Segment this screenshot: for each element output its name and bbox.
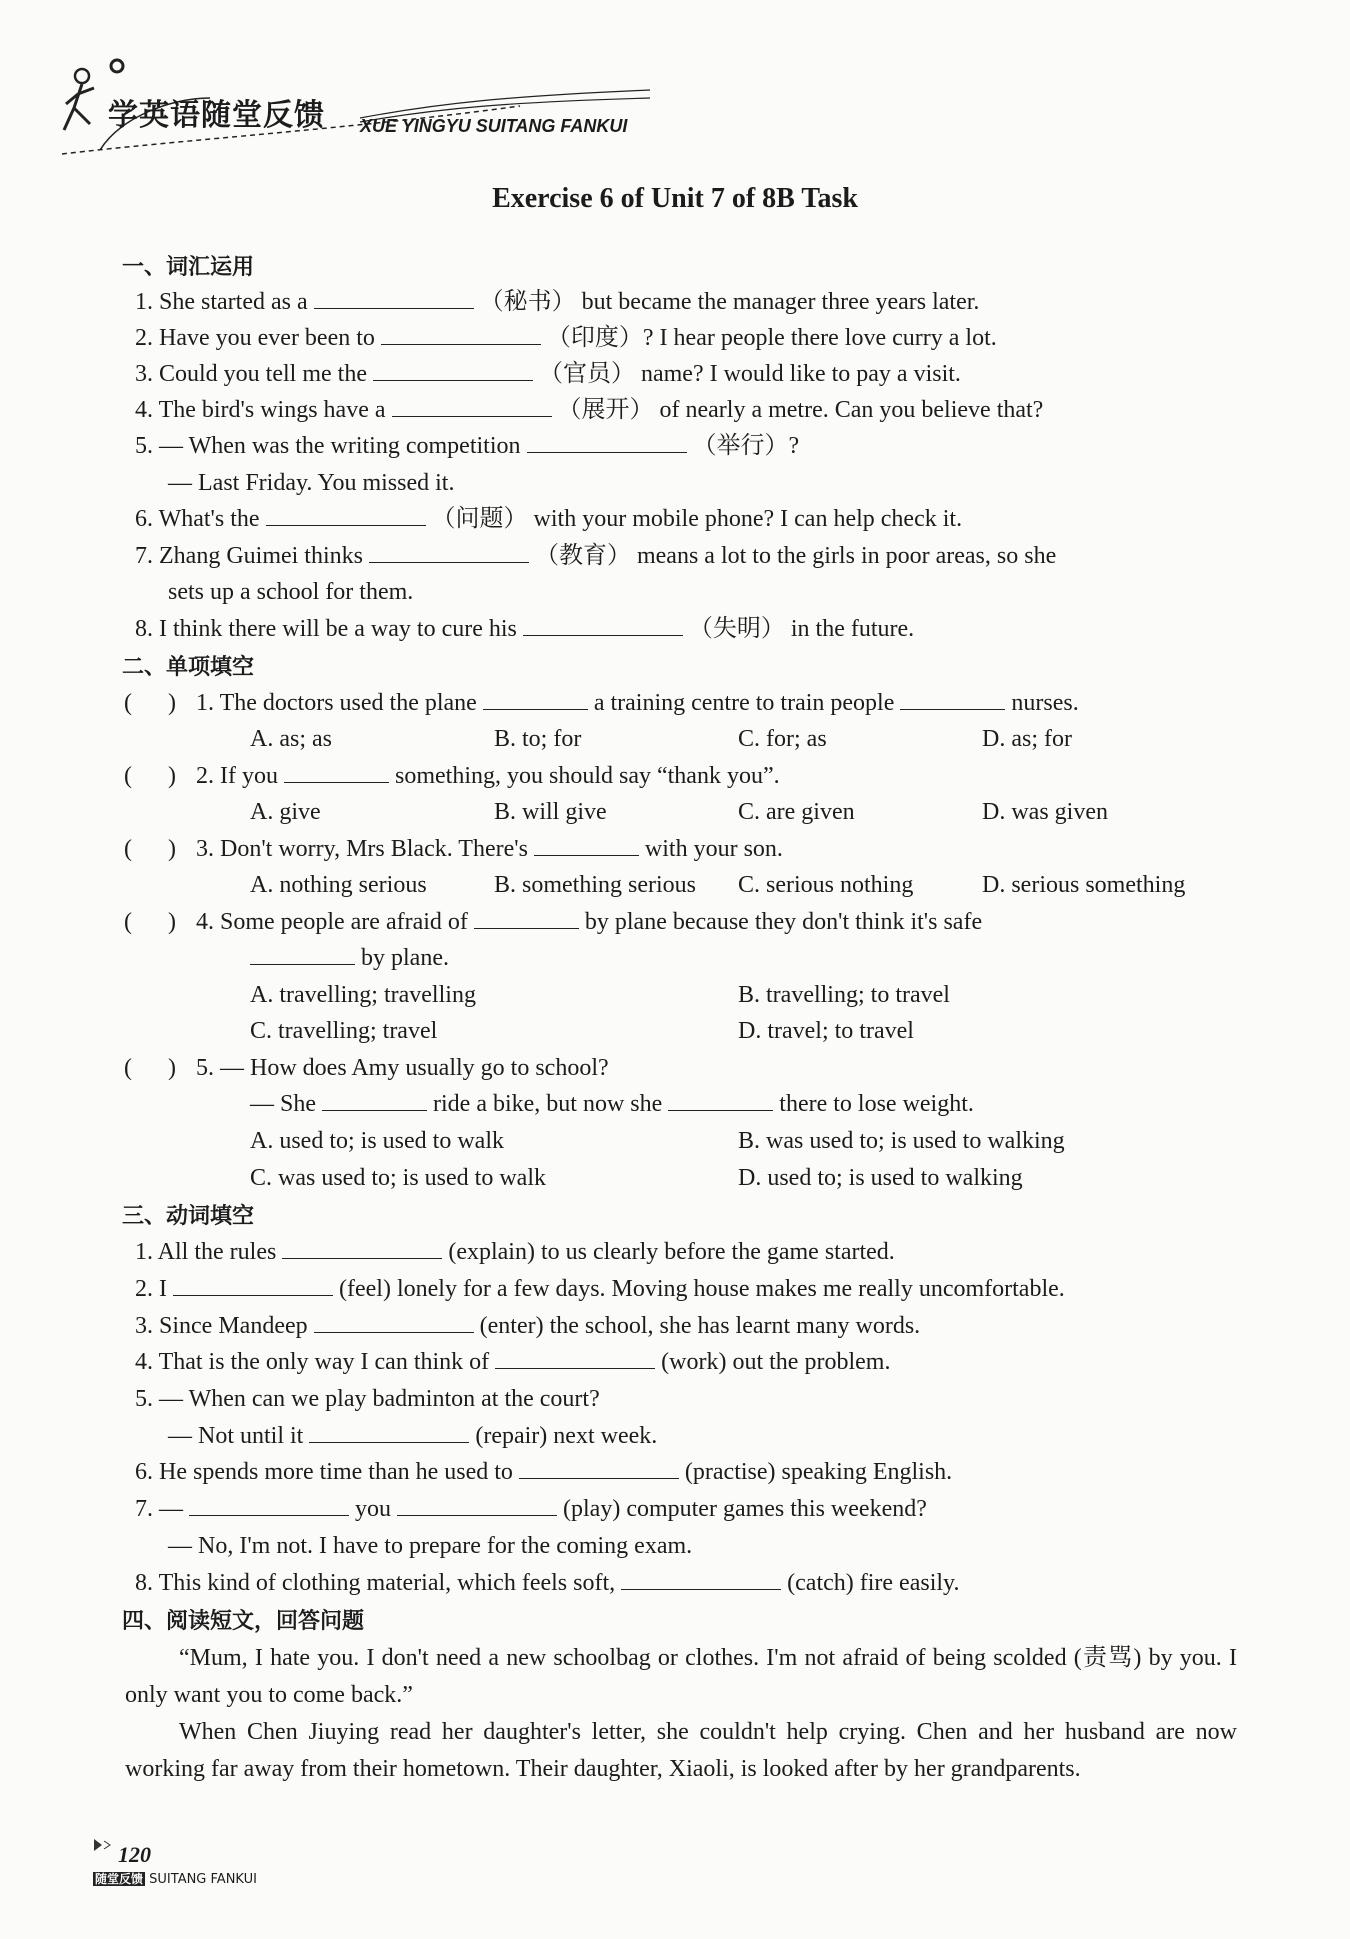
answer-blank[interactable] (284, 760, 389, 783)
answer-bracket[interactable]: ( ) (124, 909, 176, 935)
answer-blank[interactable] (392, 394, 552, 417)
reading-paragraph: “Mum, I hate you. I don't need a new schoolbag or clothes. I'm not afraid of being scolded (责骂) by you. I only want you to come back.” (125, 1645, 1237, 1708)
answer-blank[interactable] (369, 540, 529, 563)
verb-item: 1. All the rules (explain) to us clearly before the game started. (135, 1236, 895, 1268)
vocab-item: 3. Could you tell me the （官员） name? I would like to pay a visit. (135, 358, 961, 390)
vocab-item-cont: sets up a school for them. (168, 579, 414, 605)
vocab-item: 6. What's the （问题） with your mobile phone? I can help check it. (135, 503, 962, 535)
vocab-item-reply: — Last Friday. You missed it. (168, 470, 455, 496)
answer-bracket[interactable]: ( ) (124, 836, 176, 862)
reading-paragraph: When Chen Jiuying read her daughter's letter, she couldn't help crying. Chen and her husband are now working far away from their hometown. Their daughter, Xiaoli, is looked after by her grandparents. (125, 1719, 1237, 1782)
answer-blank[interactable] (397, 1493, 557, 1516)
verb-item: 2. I (feel) lonely for a few days. Moving house makes me really uncomfortable. (135, 1273, 1065, 1305)
vocab-item: 4. The bird's wings have a （展开） of nearly a metre. Can you believe that? (135, 394, 1043, 426)
answer-blank[interactable] (381, 322, 541, 345)
answer-blank[interactable] (314, 286, 474, 309)
option-d[interactable]: D. serious something (982, 872, 1186, 898)
option-c[interactable]: C. was used to; is used to walk (250, 1165, 546, 1191)
verb-item-reply: — No, I'm not. I have to prepare for the coming exam. (168, 1533, 693, 1559)
option-d[interactable]: D. was given (982, 799, 1108, 825)
answer-blank[interactable] (189, 1493, 349, 1516)
answer-blank[interactable] (322, 1088, 427, 1111)
option-c[interactable]: C. travelling; travel (250, 1018, 438, 1044)
section-heading-reading: 四、阅读短文，回答问题 (122, 1609, 365, 1634)
option-a[interactable]: A. travelling; travelling (250, 982, 476, 1008)
option-a[interactable]: A. nothing serious (250, 872, 427, 898)
section-heading-mc: 二、单项填空 (122, 655, 255, 680)
answer-blank[interactable] (900, 687, 1005, 710)
answer-blank[interactable] (527, 430, 687, 453)
mc-question-cont: — She ride a bike, but now she there to lose weight. (250, 1088, 974, 1120)
verb-item: 7. — you (play) computer games this weekend? (135, 1493, 927, 1525)
option-b[interactable]: B. will give (494, 799, 607, 825)
mc-question: ( ) 5. — How does Amy usually go to school? (124, 1052, 609, 1084)
answer-blank[interactable] (474, 906, 579, 929)
answer-blank[interactable] (314, 1310, 474, 1333)
option-a[interactable]: A. as; as (250, 726, 332, 752)
answer-blank[interactable] (250, 942, 355, 965)
option-c[interactable]: C. serious nothing (738, 872, 914, 898)
answer-blank[interactable] (519, 1456, 679, 1479)
answer-blank[interactable] (373, 358, 533, 381)
section-heading-verbs: 三、动词填空 (122, 1204, 255, 1229)
logo-chinese: 学英语随堂反馈 (108, 98, 325, 133)
answer-blank[interactable] (495, 1346, 655, 1369)
option-d[interactable]: D. as; for (982, 726, 1072, 752)
verb-item: 8. This kind of clothing material, which feels soft, (catch) fire easily. (135, 1567, 959, 1599)
vocab-item: 8. I think there will be a way to cure his （失明） in the future. (135, 613, 914, 645)
answer-blank[interactable] (621, 1567, 781, 1590)
option-c[interactable]: C. are given (738, 799, 855, 825)
footer-tag: 随堂反馈 SUITANG FANKUI (95, 1872, 257, 1887)
answer-blank[interactable] (282, 1236, 442, 1259)
answer-blank[interactable] (523, 613, 683, 636)
answer-bracket[interactable]: ( ) (124, 1055, 176, 1081)
option-b[interactable]: B. something serious (494, 872, 696, 898)
verb-item: 5. — When can we play badminton at the court? (135, 1386, 600, 1412)
mc-question-cont: by plane. (250, 942, 449, 974)
option-b[interactable]: B. was used to; is used to walking (738, 1128, 1065, 1154)
verb-item: 3. Since Mandeep (enter) the school, she has learnt many words. (135, 1310, 920, 1342)
answer-blank[interactable] (309, 1420, 469, 1443)
option-b[interactable]: B. to; for (494, 726, 582, 752)
logo-pinyin: XUE YINGYU SUITANG FANKUI (360, 116, 628, 136)
mc-question: ( ) 1. The doctors used the plane a training centre to train people nurses. (124, 687, 1079, 719)
section-heading-vocab: 一、词汇运用 (122, 255, 255, 280)
verb-item: 4. That is the only way I can think of (work) out the problem. (135, 1346, 890, 1378)
option-a[interactable]: A. used to; is used to walk (250, 1128, 504, 1154)
answer-blank[interactable] (173, 1273, 333, 1296)
mc-question: ( ) 3. Don't worry, Mrs Black. There's with your son. (124, 833, 783, 865)
header-banner (60, 58, 660, 168)
page-number: 120 (118, 1842, 151, 1867)
answer-blank[interactable] (266, 503, 426, 526)
mc-question: ( ) 2. If you something, you should say “thank you”. (124, 760, 780, 792)
vocab-item: 1. She started as a （秘书） but became the manager three years later. (135, 286, 979, 318)
vocab-item: 7. Zhang Guimei thinks （教育） means a lot to the girls in poor areas, so she (135, 540, 1056, 572)
vocab-item: 5. — When was the writing competition （举行）? (135, 430, 799, 462)
option-d[interactable]: D. travel; to travel (738, 1018, 914, 1044)
mc-question: ( ) 4. Some people are afraid of by plane because they don't think it's safe (124, 906, 982, 938)
option-a[interactable]: A. give (250, 799, 321, 825)
verb-item: 6. He spends more time than he used to (practise) speaking English. (135, 1456, 952, 1488)
answer-blank[interactable] (483, 687, 588, 710)
answer-bracket[interactable]: ( ) (124, 763, 176, 789)
option-d[interactable]: D. used to; is used to walking (738, 1165, 1023, 1191)
option-c[interactable]: C. for; as (738, 726, 827, 752)
verb-item-reply: — Not until it (repair) next week. (168, 1420, 657, 1452)
vocab-item: 2. Have you ever been to （印度）? I hear people there love curry a lot. (135, 322, 997, 354)
page-title: Exercise 6 of Unit 7 of 8B Task (492, 183, 858, 214)
answer-bracket[interactable]: ( ) (124, 690, 176, 716)
answer-blank[interactable] (534, 833, 639, 856)
option-b[interactable]: B. travelling; to travel (738, 982, 950, 1008)
answer-blank[interactable] (668, 1088, 773, 1111)
